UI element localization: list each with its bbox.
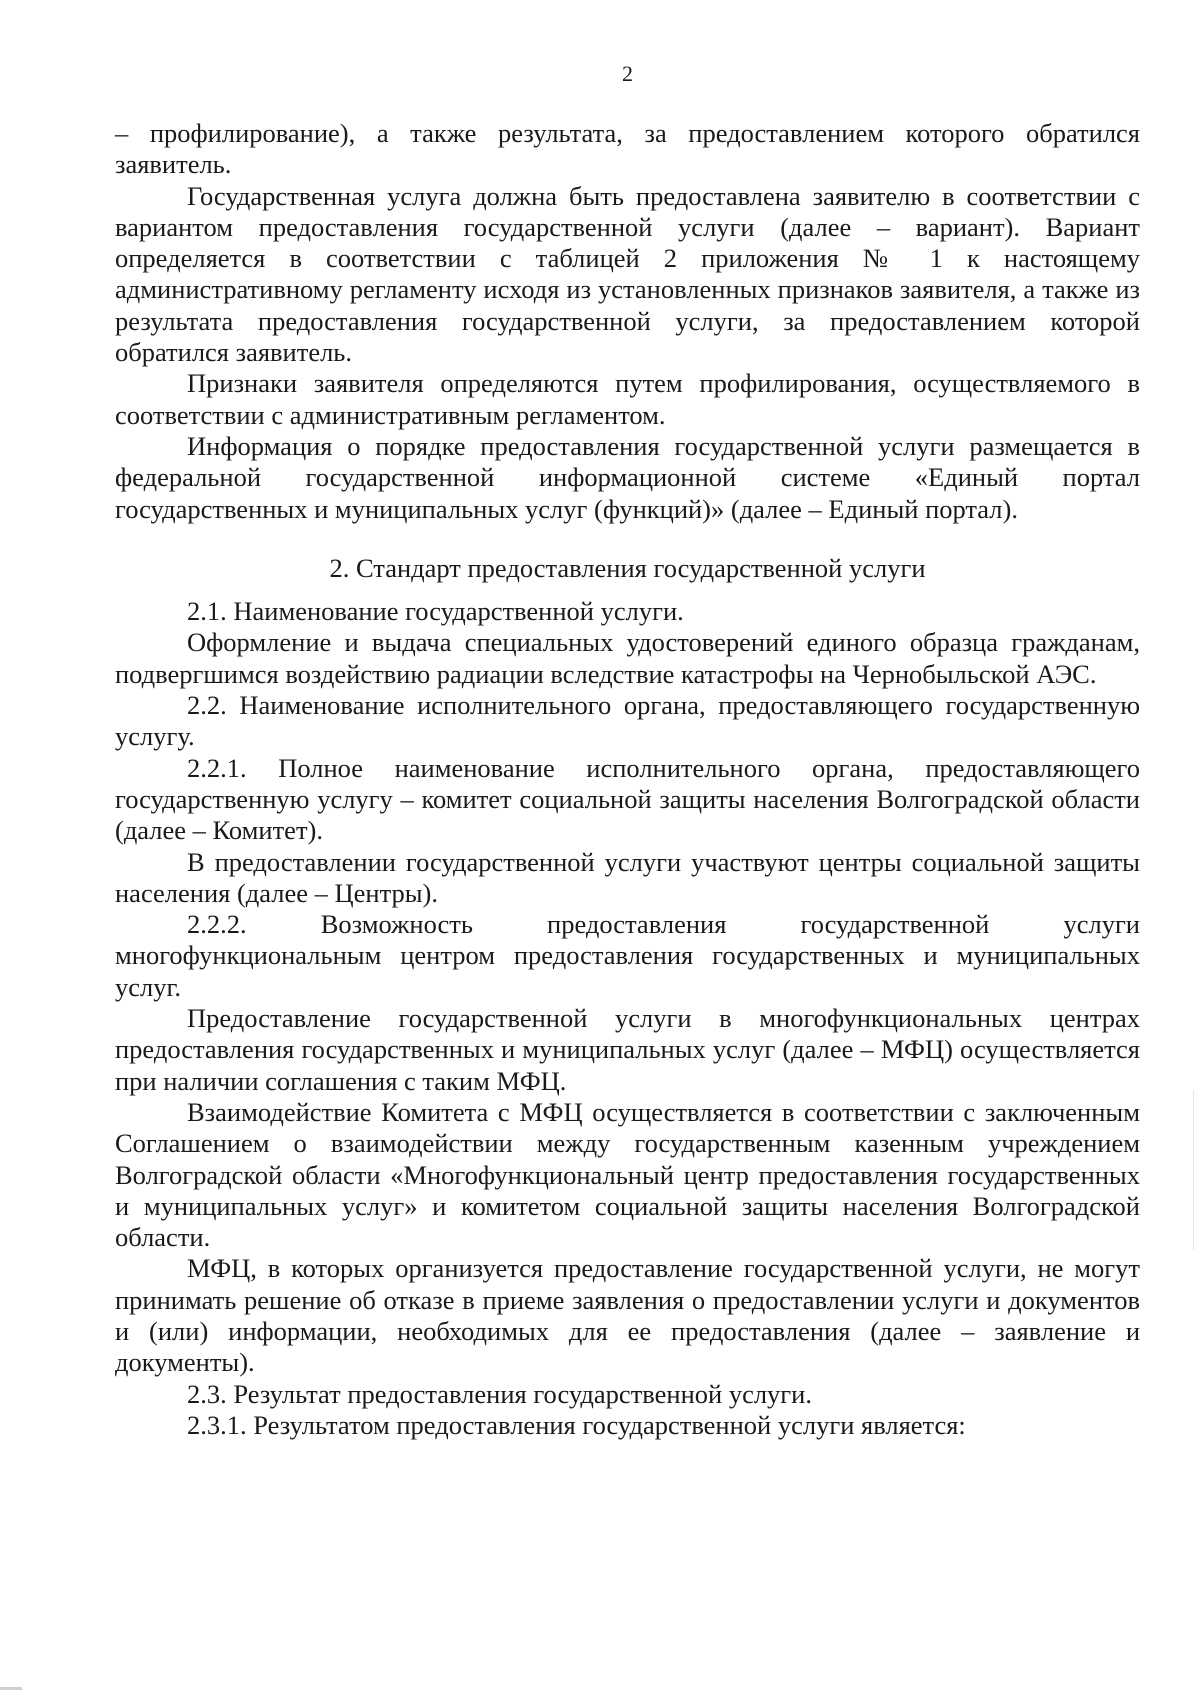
paragraph: Информация о порядке предоставления государственной услуги размещается в федеральной государственной информационной системе «Единый портал государственных и муниципальных услуг (функций)» (далее – Единый портал).: [115, 430, 1140, 524]
paragraph: 2.2. Наименование исполнительного органа, предоставляющего государственную услугу.: [115, 690, 1140, 752]
document-text: [115, 118, 1140, 1441]
paragraph: Взаимодействие Комитета с МФЦ осуществляется в соответствии с заключенным Соглашением о взаимодействии между государственным казенным учреждением Волгоградской области «Многофункциональный центр предоставления государственных и муниципальных услуг» и комитетом социальной защиты населения Волгоградской области.: [115, 1096, 1140, 1253]
document-body: [115, 60, 1140, 1441]
paragraph: Государственная услуга должна быть предоставлена заявителю в соответствии с вариантом предоставления государственной услуги (далее – вариант). Вариант определяется в соответствии с таблицей 2 приложения № 1 к настоящему административному регламенту исходя из установленных признаков заявителя, а также из результата предоставления государственной услуги, за предоставлением которой обратился заявитель.: [115, 180, 1140, 368]
scan-edge-mark: [1193, 1090, 1194, 1250]
paragraph: Признаки заявителя определяются путем профилирования, осуществляемого в соответствии с административным регламентом.: [115, 368, 1140, 430]
paragraph: В предоставлении государственной услуги участвуют центры социальной защиты населения (далее – Центры).: [115, 846, 1140, 908]
paragraph: 2.1. Наименование государственной услуги.: [187, 596, 684, 627]
paragraph: Предоставление государственной услуги в многофункциональных центрах предоставления государственных и муниципальных услуг (далее – МФЦ) осуществляется при наличии соглашения с таким МФЦ.: [115, 1003, 1140, 1096]
page-number: 2: [622, 61, 633, 86]
paragraph: – профилирование), а также результата, за предоставлением которого обратился заявитель.: [115, 118, 1140, 180]
paragraph: 2.3.1. Результатом предоставления государственной услуги является:: [187, 1409, 966, 1440]
paragraph: Оформление и выдача специальных удостоверений единого образца гражданам, подвергшимся воздействию радиации вследствие катастрофы на Чернобыльской АЭС.: [115, 627, 1140, 689]
paragraph: 2.3. Результат предоставления государственной услуги.: [187, 1378, 812, 1409]
scan-corner-mark: [0, 1687, 22, 1690]
paragraph: МФЦ, в которых организуется предоставление государственной услуги, не могут принимать решение об отказе в приеме заявления о предоставлении услуги и документов и (или) информации, необходимых для ее предоставления (далее – заявление и документы).: [115, 1253, 1140, 1378]
paragraph: 2.2.1. Полное наименование исполнительного органа, предоставляющего государственную услугу – комитет социальной защиты населения Волгоградской области (далее – Комитет).: [115, 752, 1140, 846]
paragraph: 2.2.2. Возможность предоставления государственной услуги многофункциональным центром предоставления государственных и муниципальных услуг.: [115, 909, 1140, 1002]
section-heading: 2. Стандарт предоставления государственной услуги: [329, 552, 926, 583]
